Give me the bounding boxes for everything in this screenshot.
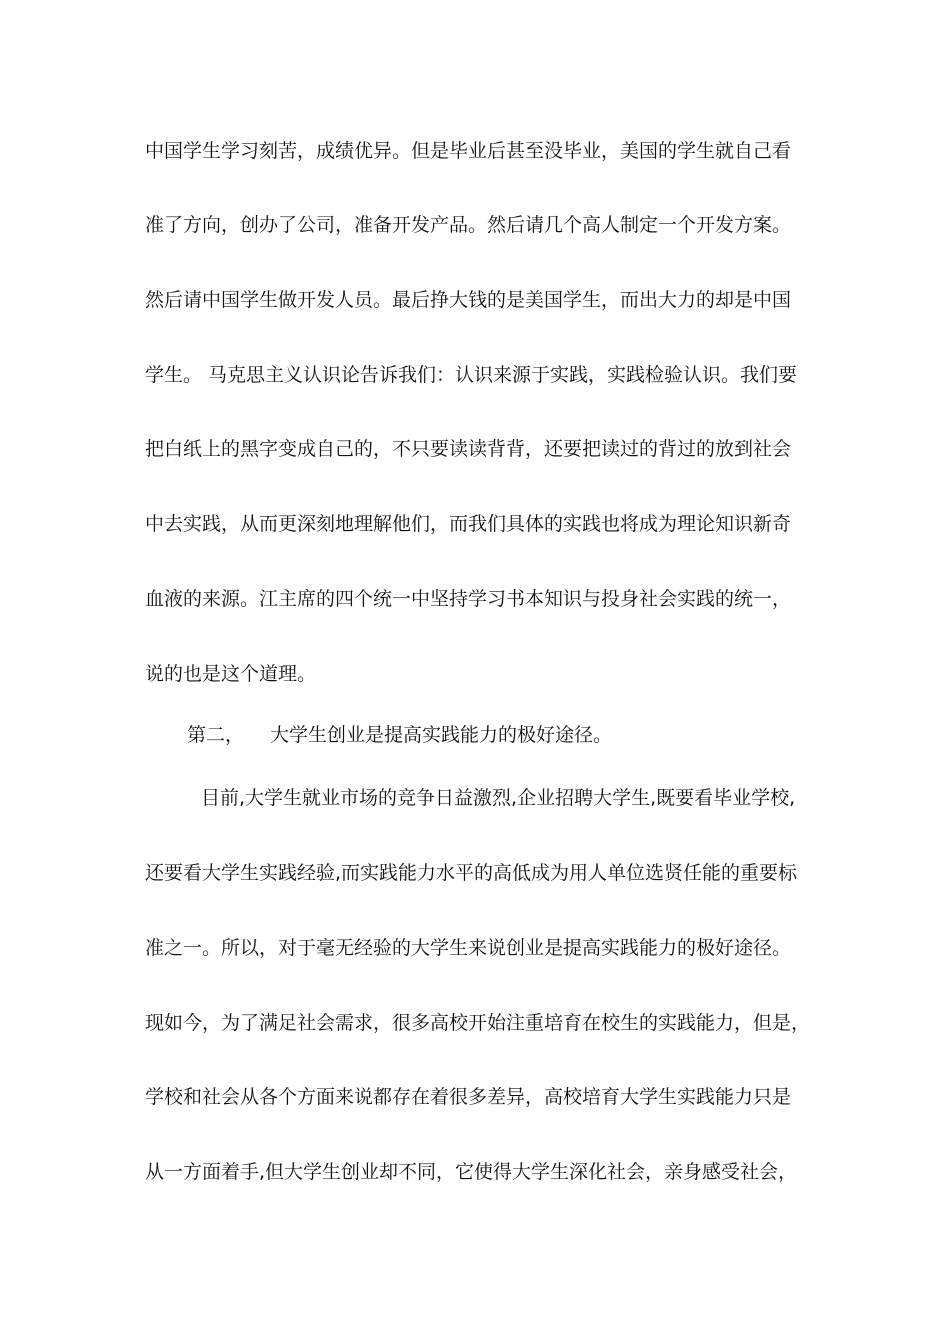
paragraph-1-line-3: 然后请中国学生做开发人员。最后挣大钱的是美国学生，而出大力的却是中国 [145, 289, 792, 311]
paragraph-1-line-6: 中去实践，从而更深刻地理解他们，而我们具体的实践也将成为理论知识新奇 [145, 513, 792, 535]
paragraph-2-line-6: 从一方面着手,但大学生创业却不同，它使得大学生深化社会，亲身感受社会， [145, 1161, 798, 1183]
paragraph-1-line-2: 准了方向，创办了公司，准备开发产品。然后请几个高人制定一个开发方案。 [145, 214, 792, 236]
paragraph-1-line-7: 血液的来源。江主席的四个统一中坚持学习书本知识与投身社会实践的统一， [145, 588, 792, 610]
paragraph-1-line-4: 学生。 马克思主义认识论告诉我们：认识来源于实践，实践检验认识。我们要 [145, 364, 798, 386]
section-heading [187, 723, 807, 747]
paragraph-1-line-1: 中国学生学习刻苦，成绩优异。但是毕业后甚至没毕业，美国的学生就自己看 [145, 140, 792, 162]
paragraph-2-line-5: 学校和社会从各个方面来说都存在着很多差异，高校培育大学生实践能力只是 [145, 1086, 792, 1108]
paragraph-2-line-4: 现如今，为了满足社会需求，很多高校开始注重培育在校生的实践能力，但是， [145, 1012, 811, 1034]
paragraph-2-line-2: 还要看大学生实践经验,而实践能力水平的高低成为用人单位选贤任能的重要标 [145, 862, 798, 884]
paragraph-2-line-1: 目前,大学生就业市场的竞争日益激烈,企业招聘大学生,既要看毕业学校, [201, 787, 796, 809]
paragraph-2-line-3: 准之一。所以，对于毫无经验的大学生来说创业是提高实践能力的极好途径。 [145, 937, 792, 959]
paragraph-1-line-5: 把白纸上的黑字变成自己的，不只要读读背背，还要把读过的背过的放到社会 [145, 438, 792, 460]
section-heading-text: 大学生创业是提高实践能力的极好途径。 [270, 724, 613, 746]
section-heading-label: 第二， [187, 724, 245, 746]
paragraph-1-line-8: 说的也是这个道理。 [145, 663, 317, 685]
